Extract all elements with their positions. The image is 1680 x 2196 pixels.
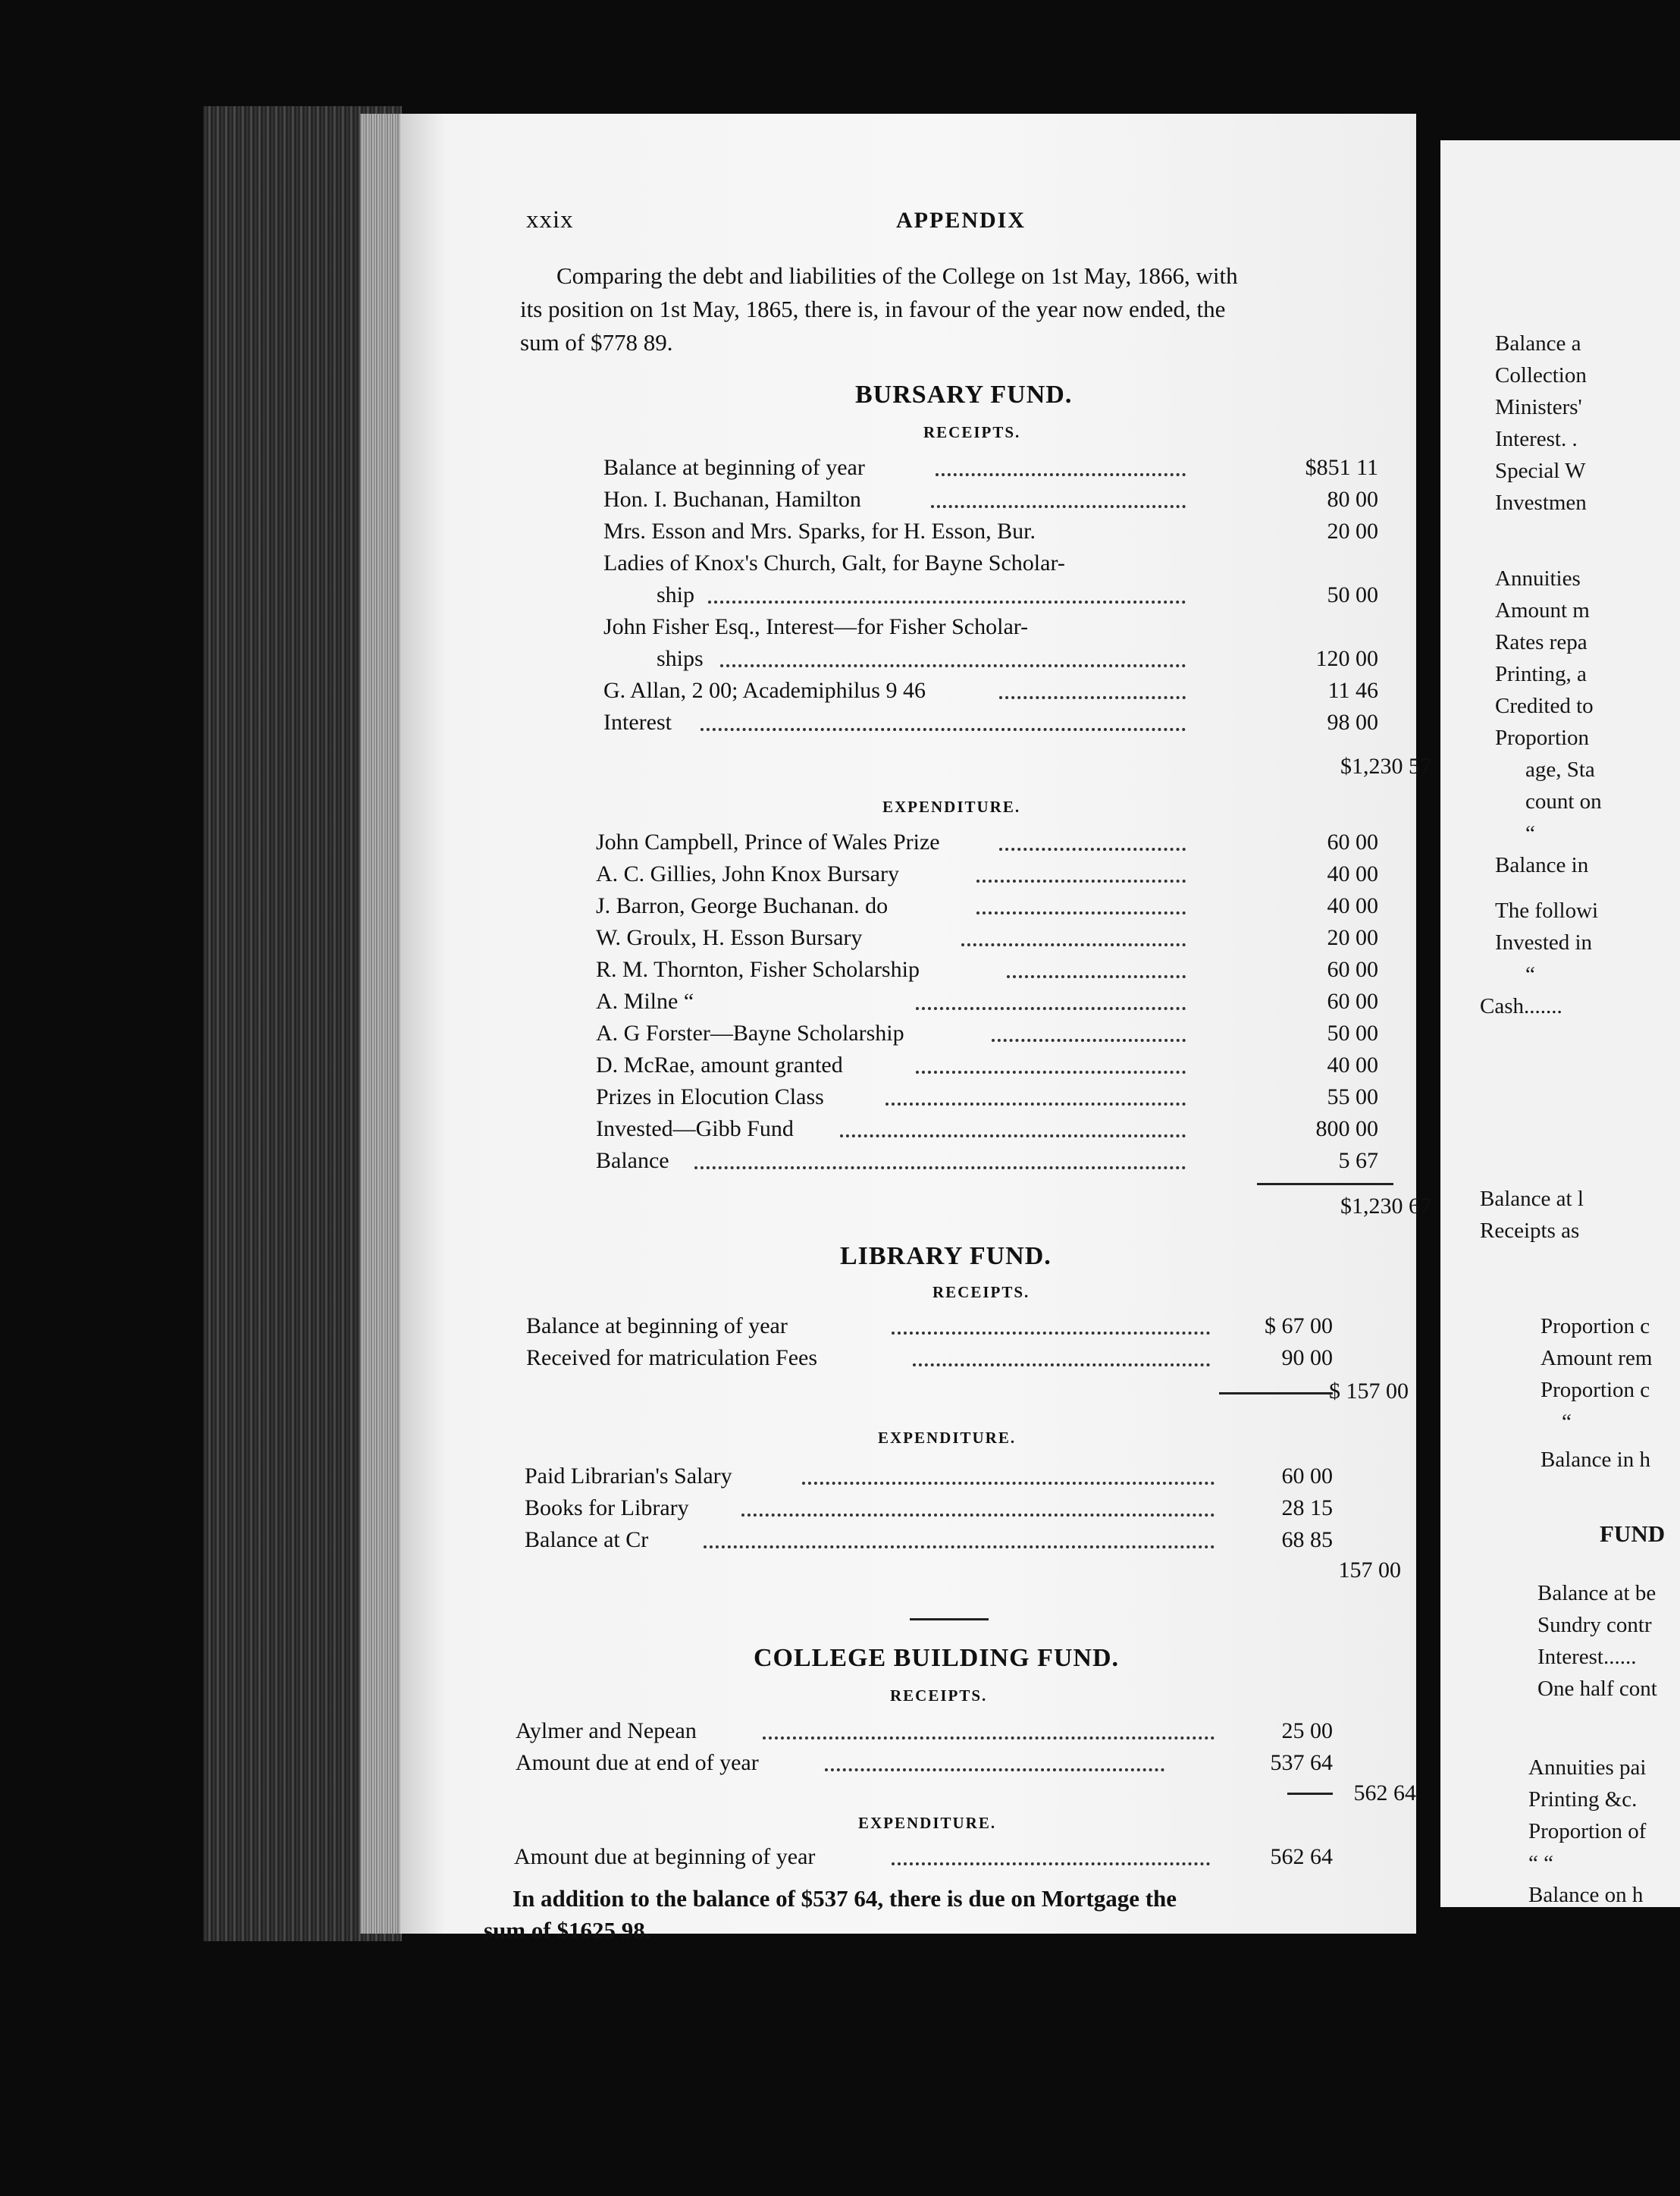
library-expenditure-total: 157 00 [1338,1558,1401,1583]
bursary-expenditure-item: Prizes in Elocution Class [596,1084,824,1109]
bursary-expenditure-item: D. McRae, amount granted [596,1053,843,1078]
facing-line: “ “ [1528,1851,1553,1875]
bursary-total-rule [1257,1183,1393,1185]
bursary-receipt-item: ships [657,646,704,671]
library-expenditure-amount: 28 15 [1281,1495,1333,1520]
facing-line: count on [1525,789,1602,814]
facing-line: Proportion c [1541,1378,1650,1402]
building-receipts-label: RECEIPTS. [890,1686,988,1705]
bursary-expenditure-item: W. Groulx, H. Esson Bursary [596,925,863,950]
facing-line: Proportion [1495,726,1590,750]
library-fund-title: LIBRARY FUND. [840,1242,1052,1270]
facing-line: “ [1562,1410,1572,1434]
bursary-expenditure-item: Invested—Gibb Fund [596,1116,794,1141]
building-expenditure-item: Amount due at beginning of year [514,1844,816,1869]
bursary-receipt-amount: 11 46 [1327,678,1378,703]
bursary-expenditure-total: $1,230 67 [1340,1194,1431,1219]
bursary-expenditure-item: A. C. Gillies, John Knox Bursary [596,861,899,886]
library-expenditure-item: Balance at Cr [525,1527,649,1552]
building-receipt-item: Amount due at end of year [516,1750,759,1775]
bursary-receipt-item: Balance at beginning of year [603,455,865,480]
building-expenditure-amount: 562 64 [1270,1844,1333,1869]
running-head: APPENDIX [896,208,1026,233]
building-receipt-amount: 537 64 [1270,1750,1333,1775]
bursary-expenditure-amount: 40 00 [1327,893,1378,918]
facing-line: Balance at be [1537,1581,1656,1605]
library-receipt-item: Balance at beginning of year [526,1313,788,1338]
facing-line: Printing, a [1495,662,1587,686]
bursary-receipt-item: Ladies of Knox's Church, Galt, for Bayne Scholar- [603,551,1065,576]
bursary-expenditure-amount: 5 67 [1338,1148,1378,1173]
bursary-receipt-amount: 80 00 [1327,487,1378,512]
library-expenditure-item: Paid Librarian's Salary [525,1463,732,1489]
facing-line: Credited to [1495,694,1594,718]
building-receipt-amount: 25 00 [1281,1718,1333,1743]
library-expenditure-amount: 68 85 [1281,1527,1333,1552]
bursary-expenditure-amount: 60 00 [1327,830,1378,855]
bursary-receipt-amount: 50 00 [1327,582,1378,607]
facing-line: Proportion of [1528,1819,1647,1843]
facing-line: Receipts as [1480,1219,1580,1243]
bursary-receipt-amount: 20 00 [1327,519,1378,544]
bursary-expenditure-amount: 55 00 [1327,1084,1378,1109]
bursary-expenditure-item: Balance [596,1148,669,1173]
building-receipt-item: Aylmer and Nepean [516,1718,697,1743]
bursary-expenditure-label: EXPENDITURE. [882,798,1021,816]
facing-line: Balance a [1495,331,1581,356]
section-divider [910,1618,989,1620]
facing-line: Amount m [1495,598,1590,623]
bursary-receipt-amount: 98 00 [1327,710,1378,735]
facing-line: The followi [1495,899,1599,923]
library-expenditure-amount: 60 00 [1281,1463,1333,1489]
facing-line: Special W [1495,459,1586,483]
facing-line: age, Sta [1525,758,1595,782]
facing-line: Cash....... [1480,994,1562,1018]
facing-line: Interest...... [1537,1645,1637,1669]
bursary-receipt-item: Interest [603,710,672,735]
bursary-expenditure-item: A. G Forster—Bayne Scholarship [596,1021,904,1046]
bursary-receipt-item: G. Allan, 2 00; Academiphilus 9 46 [603,678,926,703]
bursary-expenditure-amount: 60 00 [1327,989,1378,1014]
bursary-expenditure-amount: 50 00 [1327,1021,1378,1046]
bursary-receipts-total: $1,230 57 [1340,754,1431,779]
facing-line: Annuities [1495,566,1581,591]
library-receipts-label: RECEIPTS. [932,1283,1030,1301]
bursary-expenditure-item: J. Barron, George Buchanan. do [596,893,889,918]
facing-line: Balance in h [1541,1448,1650,1472]
bursary-receipt-item: Hon. I. Buchanan, Hamilton [603,487,861,512]
bursary-receipt-amount: $851 11 [1305,455,1378,480]
library-receipt-item: Received for matriculation Fees [526,1345,818,1370]
facing-line: Printing &c. [1528,1787,1638,1812]
facing-line: Proportion c [1541,1314,1650,1338]
college-building-fund-title: COLLEGE BUILDING FUND. [754,1644,1120,1672]
facing-line: Interest. . [1495,427,1578,451]
closing-line-2: sum of $1625 98. [484,1917,651,1943]
facing-line: Invested in [1495,930,1593,955]
facing-line: Amount rem [1541,1346,1653,1370]
bursary-receipt-item: Mrs. Esson and Mrs. Sparks, for H. Esson, Bur. [603,519,1036,544]
bursary-expenditure-amount: 60 00 [1327,957,1378,982]
facing-line: Investmen [1495,491,1587,515]
library-receipt-amount: 90 00 [1281,1345,1333,1370]
page-edges [360,114,402,1934]
intro-line-3: sum of $778 89. [520,329,673,356]
facing-line: Annuities pai [1528,1755,1647,1780]
bursary-fund-title: BURSARY FUND. [855,381,1073,409]
bursary-expenditure-amount: 40 00 [1327,861,1378,886]
bursary-receipt-item: John Fisher Esq., Interest—for Fisher Scholar- [603,614,1029,639]
page-number: xxix [526,206,574,234]
library-expenditure-label: EXPENDITURE. [878,1429,1017,1447]
intro-line-1: Comparing the debt and liabilities of the College on 1st May, 1866, with [556,262,1238,289]
facing-heading: FUND [1600,1520,1666,1547]
facing-line: “ [1525,962,1535,987]
bursary-receipt-amount: 120 00 [1315,646,1378,671]
library-receipts-total: $ 157 00 [1329,1379,1409,1404]
bursary-expenditure-item: A. Milne “ [596,989,694,1014]
bursary-expenditure-item: R. M. Thornton, Fisher Scholarship [596,957,920,982]
building-expenditure-label: EXPENDITURE. [858,1814,997,1832]
facing-line: Collection [1495,363,1587,387]
bursary-expenditure-amount: 40 00 [1327,1053,1378,1078]
intro-line-2: its position on 1st May, 1865, there is, in favour of the year now ended, the [520,296,1226,322]
facing-page-fragment [1440,140,1680,1907]
bursary-receipts-label: RECEIPTS. [923,423,1021,441]
library-receipt-amount: $ 67 00 [1265,1313,1333,1338]
facing-line: Rates repa [1495,630,1588,654]
left-page [400,114,1431,1943]
building-receipts-total: 562 64 [1353,1780,1416,1805]
facing-line: Sundry contr [1537,1613,1652,1637]
bursary-expenditure-amount: 800 00 [1315,1116,1378,1141]
closing-line-1: In addition to the balance of $537 64, there is due on Mortgage the [512,1885,1177,1912]
bursary-receipt-item: ship [657,582,695,607]
library-expenditure-item: Books for Library [525,1495,689,1520]
facing-line: Balance on h [1528,1883,1644,1907]
facing-line: One half cont [1537,1677,1657,1701]
facing-line: Balance at l [1480,1187,1584,1211]
bursary-expenditure-amount: 20 00 [1327,925,1378,950]
facing-line: Ministers' [1495,395,1582,419]
facing-line: “ [1525,821,1535,845]
facing-line: Balance in [1495,853,1589,877]
bursary-expenditure-item: John Campbell, Prince of Wales Prize [596,830,940,855]
